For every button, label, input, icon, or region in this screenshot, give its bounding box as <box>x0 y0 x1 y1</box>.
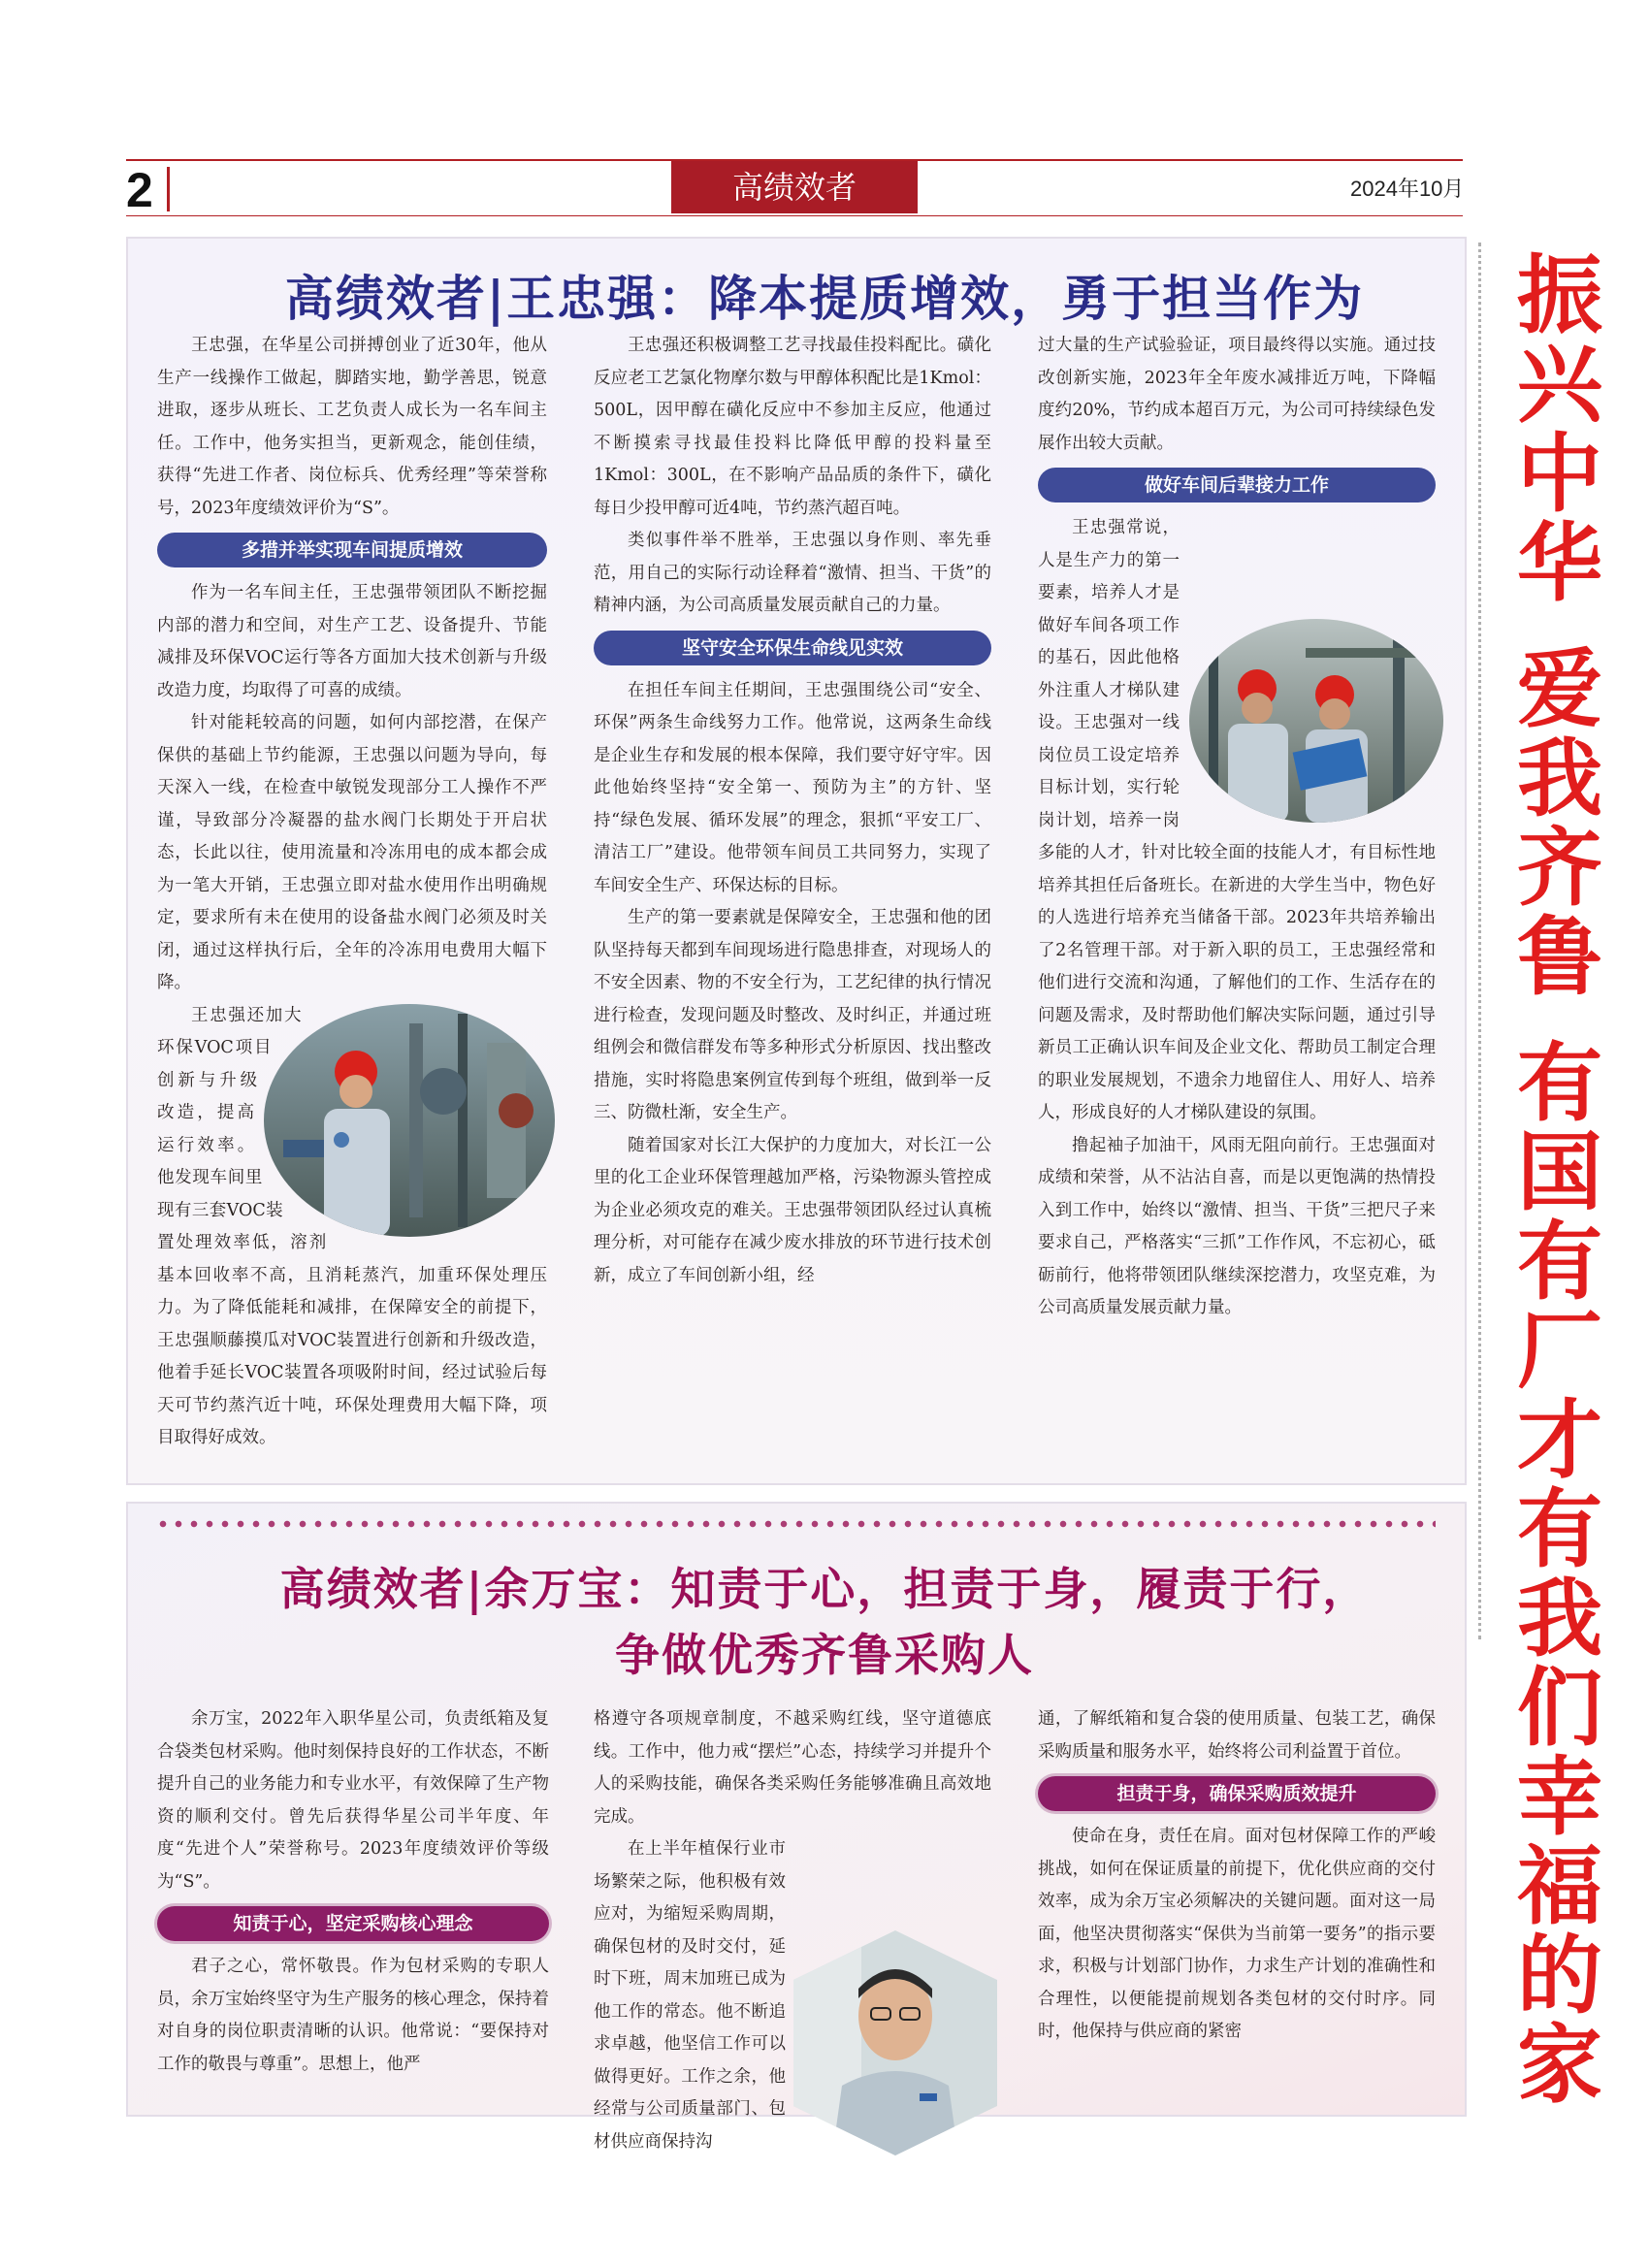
dotted-separator <box>155 1515 1436 1533</box>
header-rule-bottom <box>126 215 1463 216</box>
slogan-char: 厂 <box>1516 1300 1602 1401</box>
issue-date: 2024年10月 <box>1350 177 1465 201</box>
article2-subheading-2: 担责于身，确保采购质效提升 <box>1038 1776 1436 1811</box>
slogan-char: 国 <box>1516 1121 1602 1222</box>
slogan-char: 振 <box>1516 244 1602 345</box>
article1-subheading-2: 坚守安全环保生命线见实效 <box>594 631 991 665</box>
paragraph: 余万宝，2022年入职华星公司，负责纸箱及复合袋类包材采购。他时刻保持良好的工作状态，不断提升自己的业务能力和专业水平，有效保障了生产物资的顺利交付。曾先后获得华星公司半年度、年度“先进个人”荣誉称号。2023年度绩效评价等级为“S”。 <box>157 1709 549 1892</box>
slogan-char: 幸 <box>1516 1746 1602 1847</box>
slogan-char: 福 <box>1516 1835 1602 1936</box>
article1-column-3 <box>1038 330 1436 1325</box>
article2-title-line2: 争做优秀齐鲁采购人 <box>615 1629 1034 1681</box>
slogan-char: 我 <box>1516 728 1602 828</box>
paragraph: 王忠强还积极调整工艺寻找最佳投料配比。磺化反应老工艺氯化物摩尔数与甲醇体积配比是1Kmol：500L，因甲醇在磺化反应中不参加主反应，他通过不断摸索寻找最佳投料比降低甲醇的投料量至1Kmol：300L，在不影响产品品质的条件下，磺化每日少投甲醇可近4吨，节约蒸汽超百吨。 <box>594 336 991 518</box>
slogan-divider <box>1478 243 1481 1639</box>
slogan-char: 我 <box>1516 1568 1602 1669</box>
slogan-char: 齐 <box>1516 817 1602 918</box>
article2-title-line1: 高绩效者|余万宝：知责于心，担责于身，履责于行， <box>279 1563 1370 1615</box>
slogan-char: 的 <box>1516 1925 1602 2025</box>
page-number: 2 <box>126 163 153 217</box>
paragraph: 随着国家对长江大保护的力度加大，对长江一公里的化工企业环保管理越加严格，污染物源头管控成为企业必须攻克的难关。王忠强带领团队经过认真梳理分析，对可能存在减少废水排放的环节进行技术创新，成立了车间创新小组，经 <box>594 1135 991 1285</box>
paragraph: 王忠强常说，人是生产力的第一要素，培养人才是做好车间各项工作的基石，因此他格外注重人才梯队建设。王忠强对一线岗位员工设定培养目标计划，实行轮岗计划，培养一岗多能的人才，针对比较全面的技能人才，有目标性地培养其担任后备班长。在新进的大学生当中，物色好的人选进行培养充当储备干部。2023年共培养输出了2名管理干部。对于新入职的员工，王忠强经常和他们进行交流和沟通，了解他们的工作、生活存在的问题及需求，及时帮助他们解决实际问题，通过引导新员工正确认识车间及企业文化、帮助员工制定合理的职业发展规划，不遗余力地留住人、用好人、培养人，形成良好的人才梯队建设的氛围。 <box>1038 518 1436 1122</box>
workshop-photo-2 <box>1189 619 1443 823</box>
article2-column-3 <box>1038 1703 1436 2049</box>
paragraph: 王忠强还加大环保VOC项目创新与升级改造，提高运行效率。他发现车间里现有三套VOC装置处理效率低，溶剂基本回收率不高，且消耗蒸汽，加重环保处理压力。为了降低能耗和减排，在保障安全的前提下，王忠强顺藤摸瓜对VOC装置进行创新和升级改造，他着手延长VOC装置各项吸附时间，经过试验后每天可节约蒸汽近十吨，环保处理费用大幅下降，项目取得好成效。 <box>157 1005 547 1447</box>
slogan-char: 华 <box>1516 512 1602 613</box>
slogan-char: 爱 <box>1516 638 1602 739</box>
paragraph: 使命在身，责任在肩。面对包材保障工作的严峻挑战，如何在保证质量的前提下，优化供应商的交付效率，成为余万宝必须解决的关键问题。面对这一局面，他坚决贯彻落实“保供为当前第一要务”的指示要求，积极与计划部门协作，力求生产计划的准确性和合理性，以便能提前规划各类包材的交付时序。同时，他保持与供应商的紧密 <box>1038 1827 1436 2041</box>
article1-subheading-3: 做好车间后辈接力工作 <box>1038 468 1436 502</box>
paragraph: 王忠强，在华星公司拼搏创业了近30年，他从生产一线操作工做起，脚踏实地，勤学善思，锐意进取，逐步从班长、工艺负责人成长为一名车间主任。工作中，他务实担当，更新观念，能创佳绩，获得“先进工作者、岗位标兵、优秀经理”等荣誉称号，2023年度绩效评价为“S”。 <box>157 336 547 518</box>
paragraph: 针对能耗较高的问题，如何内部挖潜，在保产保供的基础上节约能源，王忠强以问题为导向，每天深入一线，在检查中敏锐发现部分工人操作不严谨，导致部分冷凝器的盐水阀门长期处于开启状态，长此以往，使用流量和冷冻用电的成本都会成为一笔大开销，王忠强立即对盐水使用作出明确规定，要求所有未在使用的设备盐水阀门必须及时关闭，通过这样执行后，全年的冷冻用电费用大幅下降。 <box>157 713 547 992</box>
slogan-char: 鲁 <box>1516 906 1602 1007</box>
page-number-divider <box>167 167 170 211</box>
slogan-char: 们 <box>1516 1657 1602 1758</box>
article2-subheading-1: 知责于心，坚定采购核心理念 <box>157 1906 549 1941</box>
paragraph: 在上半年植保行业市场繁荣之际，他积极有效应对，为缩短采购周期，确保包材的及时交付，延时下班，周末加班已成为他工作的常态。他不断追求卓越，他坚信工作可以做得更好。工作之余，他经常与公司质量部门、包材供应商保持沟 <box>594 1839 786 2152</box>
article1-title: 高绩效者|王忠强：降本提质增效，勇于担当作为 <box>284 270 1365 327</box>
article1-subheading-1: 多措并举实现车间提质增效 <box>157 533 547 567</box>
article2-column-1 <box>157 1703 549 2081</box>
article1-column-1 <box>157 330 547 1455</box>
article2-column-2 <box>594 1703 991 2161</box>
paragraph: 生产的第一要素就是保障安全，王忠强和他的团队坚持每天都到车间现场进行隐患排查，对现场人的不安全因素、物的不安全行为，工艺纪律的执行情况进行检查，发现问题及时整改、及时纠正，并通过班组例会和微信群发布等多种形式分析原因、找出整改措施，实时将隐患案例宣传到每个班组，做到举一反三、防微杜渐，安全生产。 <box>594 908 991 1122</box>
paragraph: 通，了解纸箱和复合袋的使用质量、包装工艺，确保采购质量和服务水平，始终将公司利益置于首位。 <box>1038 1709 1436 1762</box>
section-tab: 高绩效者 <box>671 161 918 213</box>
paragraph: 类似事件举不胜举，王忠强以身作则、率先垂范，用自己的实际行动诠释着“激情、担当、干货”的精神内涵，为公司高质量发展贡献自己的力量。 <box>594 531 991 615</box>
slogan-char: 中 <box>1516 423 1602 524</box>
slogan-char: 家 <box>1516 2014 1602 2115</box>
article1-column-2 <box>594 330 991 1292</box>
paragraph: 格遵守各项规章制度，不越采购红线，坚守道德底线。工作中，他力戒“摆烂”心态，持续学习并提升个人的采购技能，确保各类采购任务能够准确且高效地完成。 <box>594 1709 991 1827</box>
slogan-char: 有 <box>1516 1211 1602 1312</box>
workshop-photo-1 <box>264 1004 555 1237</box>
vertical-slogan <box>1492 244 1628 2115</box>
paragraph: 君子之心，常怀敬畏。作为包材采购的专职人员，余万宝始终坚守为生产服务的核心理念，保持着对自身的岗位职责清晰的认识。他常说：“要保持对工作的敬畏与尊重”。思想上，他严 <box>157 1957 549 2074</box>
paragraph: 作为一名车间主任，王忠强带领团队不断挖掘内部的潜力和空间，对生产工艺、设备提升、节能减排及环保VOC运行等各方面加大技术创新与升级改造力度，均取得了可喜的成绩。 <box>157 583 547 700</box>
slogan-char: 才 <box>1516 1389 1602 1490</box>
slogan-char: 有 <box>1516 1478 1602 1579</box>
slogan-char: 有 <box>1516 1032 1602 1133</box>
paragraph: 过大量的生产试验验证，项目最终得以实施。通过技改创新实施，2023年全年废水减排近万吨，下降幅度约20%，节约成本超百万元，为公司可持续绿色发展作出较大贡献。 <box>1038 336 1436 453</box>
paragraph: 在担任车间主任期间，王忠强围绕公司“安全、环保”两条生命线努力工作。他常说，这两条生命线是企业生存和发展的根本保障，我们要守好守牢。因此他始终坚持“安全第一、预防为主”的方针、坚持“绿色发展、循环发展”的理念，狠抓“平安工厂、清洁工厂”建设。他带领车间员工共同努力，实现了车间安全生产、环保达标的目标。 <box>594 680 991 895</box>
slogan-char: 兴 <box>1516 334 1602 435</box>
paragraph: 撸起袖子加油干，风雨无阻向前行。王忠强面对成绩和荣誉，从不沾沾自喜，而是以更饱满的热情投入到工作中，始终以“激情、担当、干货”三把尺子来要求自己，严格落实“三抓”工作作风，不忘初心，砥砺前行，他将带领团队继续深挖潜力，攻坚克难，为公司高质量发展贡献力量。 <box>1038 1135 1436 1317</box>
